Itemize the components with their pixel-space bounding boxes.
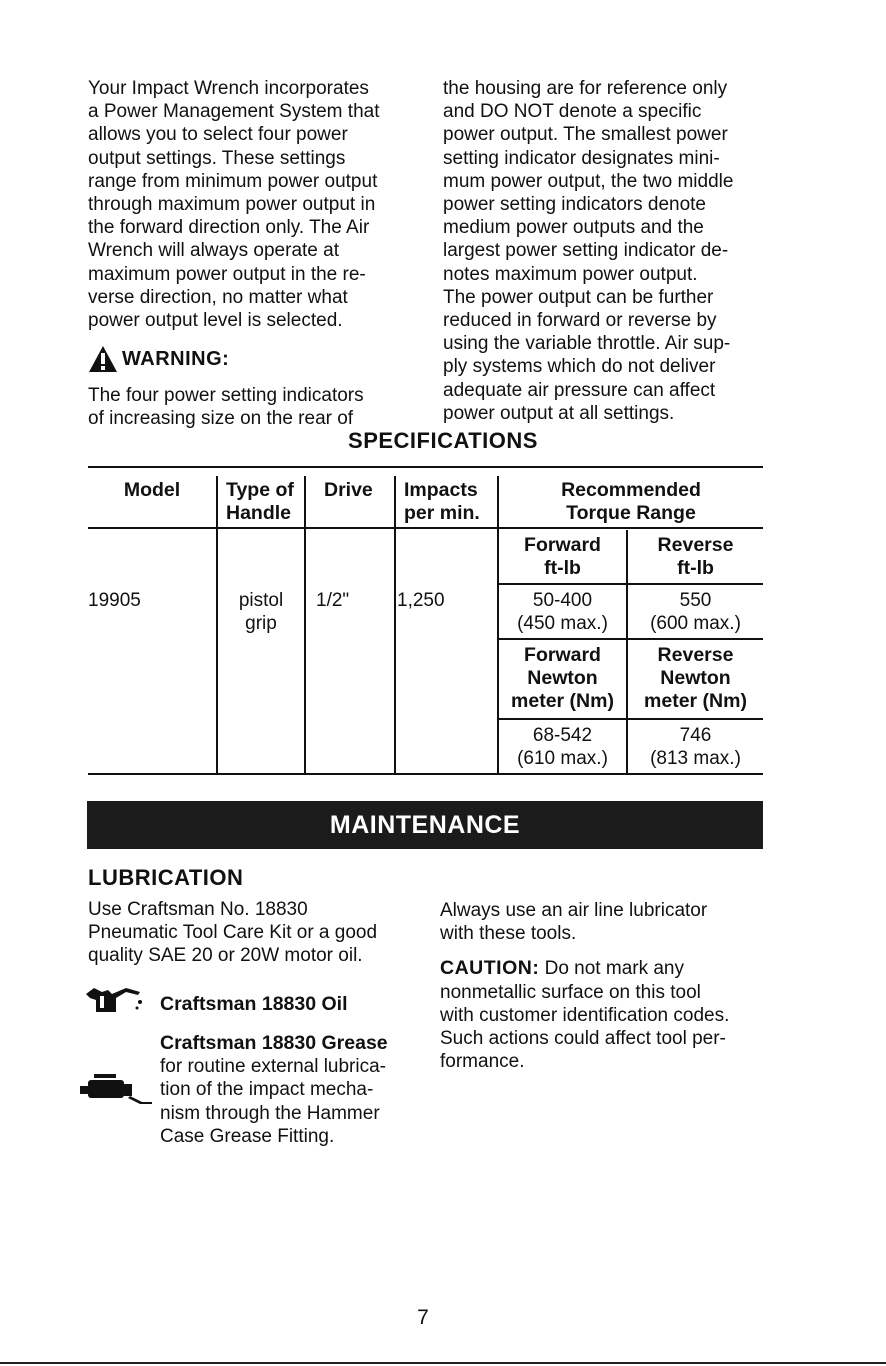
lubrication-title: LUBRICATION [88, 865, 244, 890]
cell-line: grip [245, 613, 277, 634]
intro-left-column [88, 77, 428, 431]
header-recommended [499, 479, 763, 525]
intro-line: The power output can be further [443, 286, 714, 308]
lubrication-line: Pneumatic Tool Care Kit or a good [88, 922, 378, 944]
intro-line: power output at all settings. [443, 402, 675, 424]
lubrication-line: quality SAE 20 or 20W motor oil. [88, 945, 363, 967]
intro-right-column [443, 77, 773, 425]
header-line: Handle [226, 502, 292, 524]
cell-line: 68-542 [532, 725, 593, 746]
table-divider [497, 583, 763, 585]
grease-line: tion of the impact mecha- [160, 1079, 374, 1101]
grease-line: for routine external lubrica- [160, 1056, 386, 1078]
warning-heading [88, 334, 428, 384]
header-line: meter (Nm) [644, 690, 747, 712]
table-divider [497, 638, 763, 640]
intro-line: maximum power output in the re- [88, 263, 366, 285]
warning-label: WARNING: [122, 347, 230, 370]
header-line: Forward [524, 644, 601, 666]
header-drive: Drive [324, 479, 373, 501]
cell-line: 746 [679, 725, 712, 746]
header-line: per min. [404, 502, 480, 524]
intro-line: using the variable throttle. Air sup- [443, 333, 731, 355]
lubrication-line: Always use an air line lubricator [440, 900, 708, 921]
cell-line: pistol [238, 590, 284, 611]
header-reverse-ftlb [628, 534, 763, 580]
cell-line: 550 [679, 590, 712, 611]
header-line: Reverse [657, 534, 734, 556]
header-forward-ftlb [499, 534, 626, 580]
intro-line: the housing are for reference only [443, 78, 728, 99]
header-line: Type of [226, 479, 294, 501]
table-divider [88, 527, 763, 529]
header-line: Torque Range [566, 502, 696, 524]
caution-line: Such actions could affect tool per- [440, 1028, 726, 1050]
header-line: Newton [527, 667, 598, 689]
cell-line: (610 max.) [517, 748, 608, 769]
grease-gun-icon [80, 1072, 152, 1108]
intro-line: Your Impact Wrench incorporates [88, 78, 369, 99]
cell-reverse-nm [628, 724, 763, 770]
table-divider [304, 476, 306, 773]
table-divider [394, 476, 396, 773]
intro-line: allows you to select four power [88, 124, 348, 146]
cell-impacts: 1,250 [397, 590, 445, 611]
intro-line: reduced in forward or reverse by [443, 310, 717, 332]
cell-reverse-ftlb [628, 589, 763, 635]
oil-can-icon [82, 982, 144, 1020]
intro-line: the forward direction only. The Air [88, 217, 370, 239]
intro-line: output settings. These settings [88, 147, 346, 169]
caution-label: CAUTION: [440, 957, 540, 980]
cell-forward-nm [499, 724, 626, 770]
grease-line: Case Grease Fitting. [160, 1125, 335, 1147]
intro-line: largest power setting indicator de- [443, 240, 729, 262]
intro-line: verse direction, no matter what [88, 286, 348, 308]
intro-line: power setting indicators denote [443, 194, 706, 216]
oil-label: Craftsman 18830 Oil [160, 993, 348, 1015]
cell-drive: 1/2" [316, 590, 350, 611]
header-line: Impacts [404, 479, 478, 501]
caution-line: formance. [440, 1051, 525, 1073]
intro-line: notes maximum power output. [443, 263, 698, 285]
grease-block [160, 1032, 430, 1148]
lubrication-right-text [440, 899, 780, 1073]
page-number: 7 [417, 1306, 429, 1329]
intro-line: setting indicator designates mini- [443, 147, 720, 169]
header-impacts [404, 479, 480, 525]
caution-first-line: Do not mark any [544, 958, 685, 980]
header-reverse-nm [628, 644, 763, 713]
header-model: Model [123, 479, 181, 501]
header-line: Reverse [657, 644, 734, 666]
maintenance-banner: MAINTENANCE [87, 801, 763, 849]
cell-line: (450 max.) [517, 613, 608, 634]
header-line: ft-lb [677, 557, 714, 579]
intro-line: medium power outputs and the [443, 217, 704, 239]
cell-line: 50-400 [532, 590, 593, 611]
lubrication-line: with these tools. [440, 923, 577, 945]
intro-line: and DO NOT denote a specific [443, 101, 702, 123]
intro-line: power output level is selected. [88, 310, 343, 332]
cell-line: (813 max.) [650, 748, 741, 769]
header-line: Recommended [561, 479, 701, 501]
caution-paragraph [440, 957, 780, 980]
header-line: Forward [524, 534, 601, 556]
specifications-title: SPECIFICATIONS [348, 428, 538, 453]
warning-triangle-icon [88, 345, 118, 373]
cell-forward-ftlb [499, 589, 626, 635]
caution-line: with customer identification codes. [440, 1004, 730, 1026]
header-handle [226, 479, 294, 525]
grease-label: Craftsman 18830 Grease [160, 1032, 388, 1054]
intro-line: Wrench will always operate at [88, 240, 339, 262]
intro-line: range from minimum power output [88, 170, 378, 192]
intro-line: adequate air pressure can affect [443, 379, 716, 401]
intro-line: ply systems which do not deliver [443, 356, 716, 378]
specifications-table [88, 466, 763, 775]
intro-line: through maximum power output in [88, 194, 376, 216]
cell-model: 19905 [88, 590, 141, 611]
caution-line: nonmetallic surface on this tool [440, 981, 701, 1003]
header-line: Newton [660, 667, 731, 689]
warning-line: The four power setting indicators [88, 385, 364, 407]
cell-line: (600 max.) [650, 613, 741, 634]
header-forward-nm [499, 644, 626, 713]
header-line: meter (Nm) [511, 690, 614, 712]
bottom-rule [0, 1362, 886, 1364]
grease-line: nism through the Hammer [160, 1102, 380, 1124]
cell-handle [218, 589, 304, 635]
intro-line: a Power Management System that [88, 101, 380, 123]
intro-line: power output. The smallest power [443, 124, 728, 146]
intro-line: mum power output, the two middle [443, 170, 734, 192]
header-line: ft-lb [544, 557, 581, 579]
table-divider [497, 718, 763, 720]
lubrication-line: Use Craftsman No. 18830 [88, 899, 308, 920]
lubrication-left-text [88, 898, 428, 968]
warning-line: of increasing size on the rear of [88, 408, 354, 430]
